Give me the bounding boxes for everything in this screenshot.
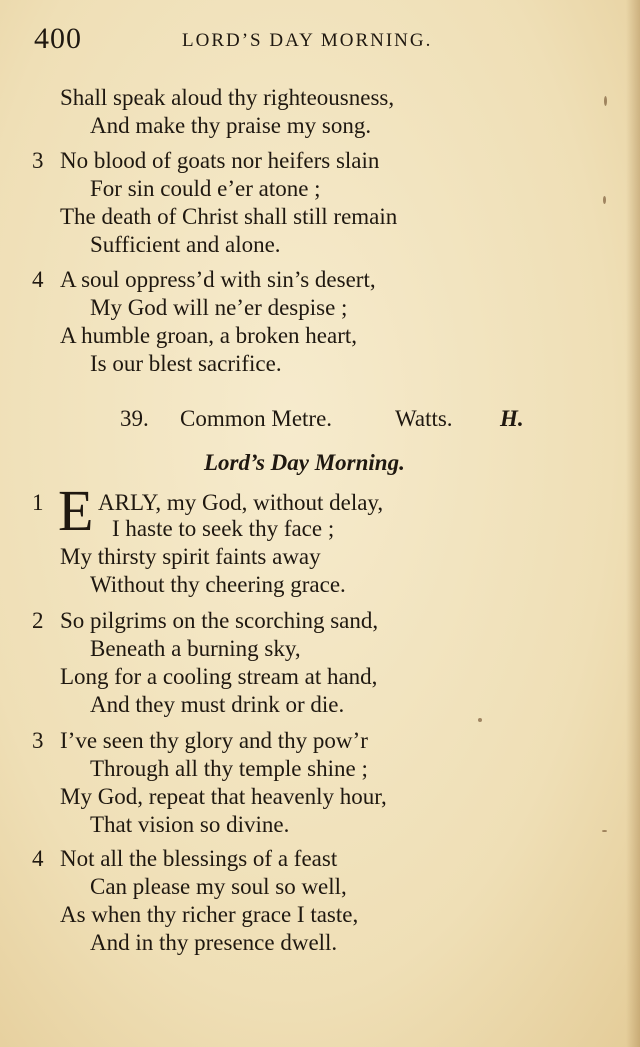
verse-line: The death of Christ shall still remain xyxy=(60,204,398,229)
verse-line: And in thy presence dwell. xyxy=(90,930,338,955)
verse-line: I haste to seek thy face ; xyxy=(112,516,335,541)
hymn-heading xyxy=(120,406,540,436)
verse-number: 1 xyxy=(32,490,44,515)
verse-line: So pilgrims on the scorching sand, xyxy=(60,608,379,633)
page-number: 400 xyxy=(34,22,82,55)
verse-line: Is our blest sacrifice. xyxy=(90,351,282,376)
hymn-number: 39. xyxy=(120,406,149,431)
running-head: LORD’S DAY MORNING. xyxy=(182,30,433,51)
verse-line: I’ve seen thy glory and thy pow’r xyxy=(60,728,368,753)
verse-line: My thirsty spirit faints away xyxy=(60,544,321,569)
verse-line: As when thy richer grace I taste, xyxy=(60,902,359,927)
verse-line: Through all thy temple shine ; xyxy=(90,756,368,781)
verse-line: Long for a cooling stream at hand, xyxy=(60,664,378,689)
verse-line: My God will ne’er despise ; xyxy=(90,295,348,320)
verse-line: Beneath a burning sky, xyxy=(90,636,301,661)
drop-cap: E xyxy=(58,478,94,543)
verse-line: For sin could e’er atone ; xyxy=(90,176,321,201)
hymn-meter: Common Metre. xyxy=(180,406,333,431)
verse-line: A humble groan, a broken heart, xyxy=(60,323,357,348)
verse-line: And they must drink or die. xyxy=(90,692,345,717)
verse-line: Can please my soul so well, xyxy=(90,874,347,899)
paper-speck xyxy=(603,196,606,204)
paper-speck xyxy=(478,718,482,722)
hymn-author: Watts. xyxy=(395,406,453,431)
verse-line: Sufficient and alone. xyxy=(90,232,281,257)
verse-line: Without thy cheering grace. xyxy=(90,572,346,597)
verse-line: And make thy praise my song. xyxy=(90,113,372,138)
page-edge-shadow xyxy=(626,0,640,1047)
paper-speck xyxy=(602,830,607,832)
verse-number: 4 xyxy=(32,267,44,292)
page-header xyxy=(34,22,594,62)
tune-mark: H. xyxy=(500,406,524,431)
verse-line: My God, repeat that heavenly hour, xyxy=(60,784,387,809)
verse-line: No blood of goats nor heifers slain xyxy=(60,148,380,173)
verse-number: 3 xyxy=(32,728,44,753)
verse-number: 2 xyxy=(32,608,44,633)
verse-line: Shall speak aloud thy righteousness, xyxy=(60,85,395,110)
verse-line: A soul oppress’d with sin’s desert, xyxy=(60,267,376,292)
paper-speck xyxy=(604,96,607,106)
verse-line: That vision so divine. xyxy=(90,812,290,837)
verse-line: ARLY, my God, without delay, xyxy=(98,490,384,515)
hymn-title: Lord’s Day Morning. xyxy=(204,450,405,475)
verse-line: Not all the blessings of a feast xyxy=(60,846,338,871)
verse-number: 3 xyxy=(32,148,44,173)
verse-number: 4 xyxy=(32,846,44,871)
